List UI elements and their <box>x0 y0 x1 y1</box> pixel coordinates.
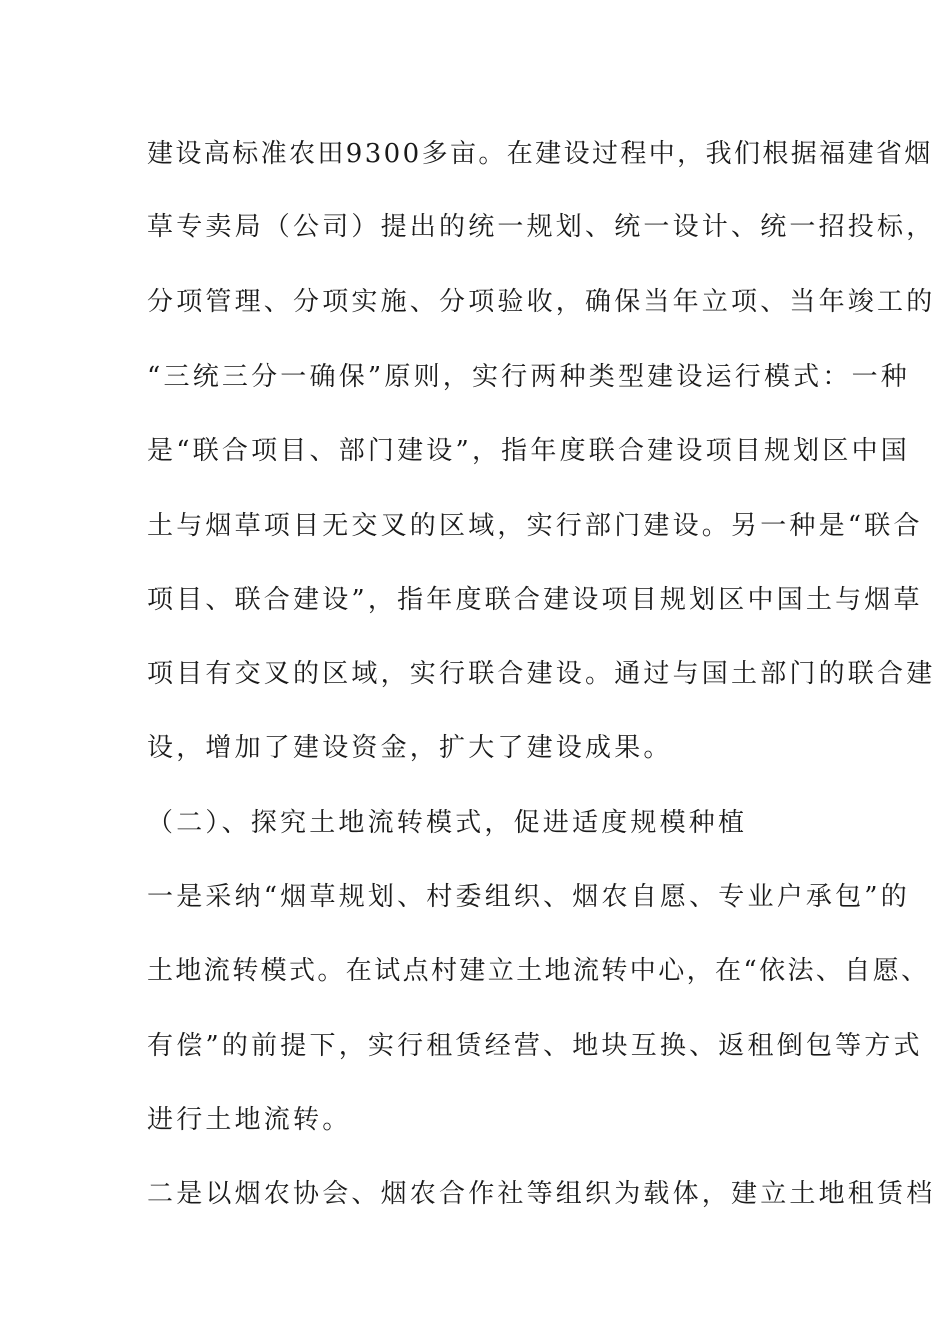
paragraph-line: 分项管理、分项实施、分项验收，确保当年立项、当年竣工的 <box>147 287 936 317</box>
paragraph-line: 有偿”的前提下，实行租赁经营、地块互换、返租倒包等方式 <box>147 1031 923 1061</box>
section-heading: （二）、探究土地流转模式，促进适度规模种植 <box>147 808 748 838</box>
paragraph-line: 土地流转模式。在试点村建立土地流转中心，在“依法、自愿、 <box>147 956 930 986</box>
paragraph-line: 进行土地流转。 <box>147 1105 352 1135</box>
paragraph-line: 项目有交叉的区域，实行联合建设。通过与国土部门的联合建 <box>147 659 936 689</box>
paragraph-line: 项目、联合建设”，指年度联合建设项目规划区中国土与烟草 <box>147 585 923 615</box>
paragraph-line: 建设高标准农田9300多亩。在建设过程中，我们根据福建省烟 <box>147 139 933 169</box>
paragraph-line: 一是采纳“烟草规划、村委组织、烟农自愿、专业户承包”的 <box>147 882 910 912</box>
paragraph-line: 设，增加了建设资金，扩大了建设成果。 <box>147 733 673 763</box>
paragraph-line: 土与烟草项目无交叉的区域，实行部门建设。另一种是“联合 <box>147 511 923 541</box>
paragraph-line: 草专卖局（公司）提出的统一规划、统一设计、统一招投标， <box>147 212 936 242</box>
paragraph-line: “三统三分一确保”原则，实行两种类型建设运行模式：一种 <box>147 362 910 392</box>
paragraph-line: 二是以烟农协会、烟农合作社等组织为载体，建立土地租赁档 <box>147 1179 936 1209</box>
paragraph-line: 是“联合项目、部门建设”，指年度联合建设项目规划区中国 <box>147 436 910 466</box>
